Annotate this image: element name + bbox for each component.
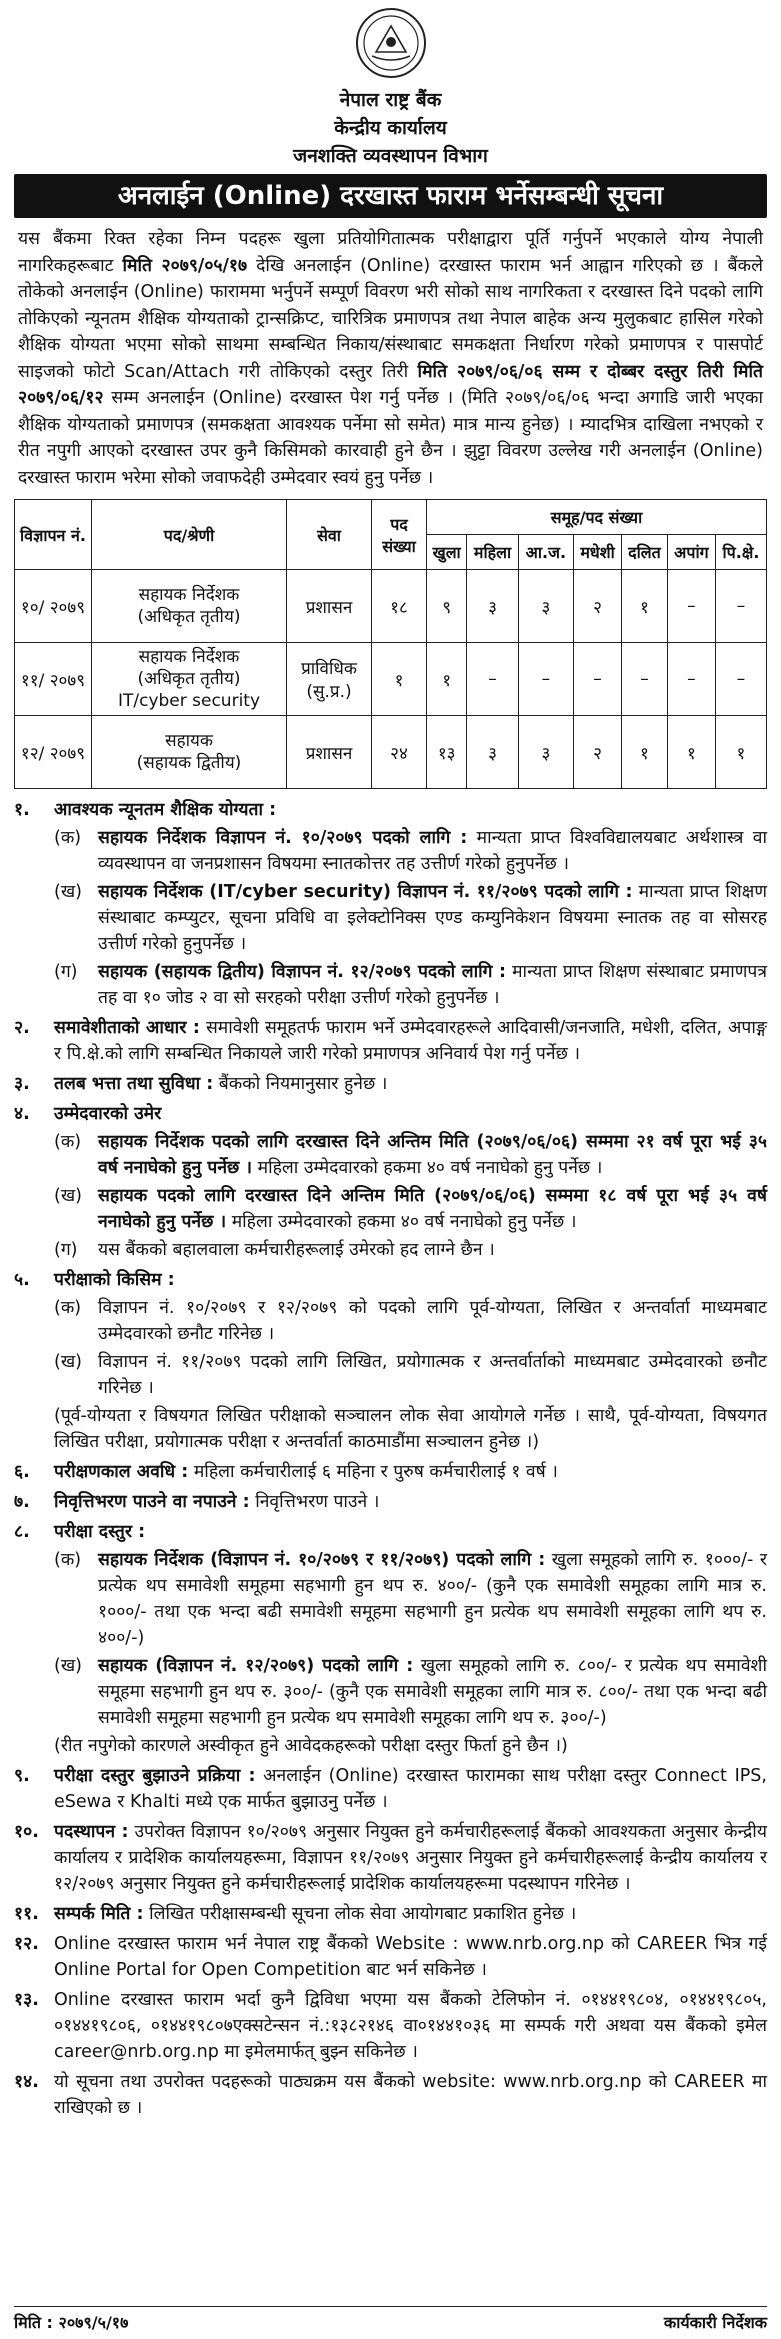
intro-date-2: मिति २०७९/०६/०६ सम्म र दोब्बर दस्तुर तिरी मिति २०७९/०६/१२ xyxy=(18,361,763,408)
section-title: सम्पर्क मिति : xyxy=(54,1904,144,1924)
section-item xyxy=(14,1489,767,1515)
intro-text-2: देखि अनलाईन (Online) दरखास्त फाराम भर्न आह्वान गरिएको छ । बैंकले तोकेको अनलाईन (Online) फाराममा भर्नुपर्ने सम्पूर्ण विवरण भरी सोको साथ नागरिकता र दरखास्त दिने पदको लागि तोकिएको न्यूनतम शैक्षिक योग्यताको ट्रान्सक्रिप्ट, चारित्रिक प्रमाणपत्र तथा नेपाल बाहेक अन्य मुलुकबाट हासिल गरेको शैक्षिक योग्यता भएमा सोको साथमा सम्बन्धित निकाय/संस्थाबाट समकक्षता निर्धारण गरेको प्रमाणपत्र र पासपोर्ट साइजको फोटो Scan/Attach गरी तोकिएको दस्तुर तिरी xyxy=(18,255,763,382)
post-name: सहायक xyxy=(165,731,213,751)
item-text: महिला उम्मेदवारको हकमा ४० वर्ष ननाघेको हुनु पर्नेछ । xyxy=(257,1158,603,1178)
section-item xyxy=(14,1901,767,1927)
notice-sections xyxy=(14,797,767,2121)
list-item xyxy=(14,879,767,957)
item-label: (ख) xyxy=(54,1186,82,1206)
section-number: ११. xyxy=(14,1904,39,1924)
section-text: निवृत्तिभरण पाउने । xyxy=(255,1492,380,1512)
th-sub-madhesi: मधेशी xyxy=(574,535,622,570)
notice-date: मिति : २०७९/५/१७ xyxy=(14,2313,129,2332)
table-row xyxy=(15,716,767,789)
cell-madhesi: – xyxy=(574,643,622,716)
section-number: ९. xyxy=(14,1766,30,1786)
cell-janajati: ३ xyxy=(518,716,573,789)
list-item xyxy=(14,1653,767,1731)
section-title: परीक्षणकाल अवधि : xyxy=(54,1462,189,1482)
item-heading: सहायक (विज्ञापन नं. १२/२०७९) पदको लागि : xyxy=(98,1656,414,1676)
cell-ad-no: ११/ २०७९ xyxy=(15,643,92,716)
cell-women: – xyxy=(467,643,518,716)
section-title: निवृत्तिभरण पाउने वा नपाउने : xyxy=(54,1492,250,1512)
cell-open: १ xyxy=(427,643,467,716)
section-number: १०. xyxy=(14,1822,39,1842)
section-title: तलब भत्ता तथा सुविधा : xyxy=(54,1074,214,1094)
intro-paragraph xyxy=(14,222,767,497)
section-title: परीक्षाको किसिम : xyxy=(54,1270,175,1290)
section-title: उम्मेदवारको उमेर xyxy=(54,1104,162,1124)
section-text: समावेशी समूहतर्फ फाराम भर्ने उम्मेदवारहरूले आदिवासी/जनजाति, मधेशी, दलित, अपाङ्ग र पि.क्षे.को लागि सम्बन्धित निकायले जारी गरेको प्रमाणपत्र अनिवार्य पेश गर्नु पर्नेछ । xyxy=(54,1018,767,1064)
cell-post xyxy=(92,716,287,789)
cell-service: प्रशासन xyxy=(287,716,372,789)
cell-post xyxy=(92,570,287,643)
item-label: (क) xyxy=(54,1298,82,1318)
section-text: यो सूचना तथा उपरोक्त पदहरूको पाठ्यक्रम यस बैंकको website: www.nrb.org.np को CAREER मा राखिएको छ । xyxy=(54,2072,767,2118)
section-item xyxy=(14,1459,767,1485)
th-sub-open: खुला xyxy=(427,535,467,570)
cell-janajati: ३ xyxy=(518,570,573,643)
th-ad-no: विज्ञापन नं. xyxy=(15,500,92,570)
cell-service: प्राविधिक (सु.प्र.) xyxy=(287,643,372,716)
section-text: उपरोक्त विज्ञापन १०/२०७९ अनुसार नियुक्त हुने कर्मचारीहरूलाई बैंकको आवश्यकता अनुसार केन्द्रीय कार्यालय र प्रादेशिक कार्यालयहरूमा, विज्ञापन ११/२०७९ अनुसार नियुक्त हुने कर्मचारीहरूलाई केन्द्रीय कार्यालय र १२/२०७९ अनुसार नियुक्त हुने कर्मचारीहरूलाई प्रादेशिक कार्यालयहरूमा पदस्थापन गरिनेछ । xyxy=(54,1822,767,1894)
notice-title: अनलाईन (Online) दरखास्त फाराम भर्नेसम्बन्धी सूचना xyxy=(14,174,767,218)
item-text: महिला उम्मेदवारको हकमा ४० वर्ष ननाघेको हुनु पर्नेछ । xyxy=(231,1212,577,1232)
nrb-emblem-icon xyxy=(354,6,428,80)
cell-total: २४ xyxy=(372,716,427,789)
section-heading xyxy=(14,1101,767,1127)
section-number: १४. xyxy=(14,2072,39,2092)
section-text: महिला कर्मचारीलाई ६ महिना र पुरुष कर्मचारीलाई १ वर्ष । xyxy=(193,1462,558,1482)
list-item xyxy=(14,1295,767,1347)
vacancy-table xyxy=(14,499,767,789)
notice-footer xyxy=(14,2306,767,2333)
section-heading xyxy=(14,797,767,823)
item-text: यस बैंकको बहालवाला कर्मचारीहरूलाई उमेरको हद लाग्ने छैन । xyxy=(98,1240,495,1260)
item-heading: सहायक पदको लागि दरखास्त दिने अन्तिम मिति (२०७९/०६/०६) सम्ममा १८ वर्ष पूरा भई ३५ वर्ष ननाघेको हुनु पर्नेछ । xyxy=(98,1186,767,1232)
section-item xyxy=(14,1931,767,1983)
item-text: खुला समूहको लागि रु. ८००/- र प्रत्येक थप समावेशी समूहमा सहभागी हुन थप रु. ३००/- (कुनै एक समावेशी समूहका लागि मात्र रु. ८००/- तथा एक भन्दा बढी समावेशी समूहमा सहभागी हुन प्रत्येक थप समावेशी समूहका लागि थप रु. ३००/-) xyxy=(98,1656,767,1728)
section-item xyxy=(14,1763,767,1815)
post-specialty: IT/cyber security xyxy=(117,691,261,711)
item-heading: सहायक निर्देशक विज्ञापन नं. १०/२०७९ पदको लागि : xyxy=(98,828,468,848)
section-item xyxy=(14,1071,767,1097)
item-text: विज्ञापन नं. ११/२०७९ पदको लागि लिखित, प्रयोगात्मक र अन्तर्वार्ताको माध्यमबाट उम्मेदवारको छनौट गरिनेछ । xyxy=(98,1352,767,1398)
section-text: Online दरखास्त फाराम भर्न नेपाल राष्ट्र बैंकको Website : www.nrb.org.np को CAREER भित्र गई Online Portal for Open Competition बाट भर्न सकिनेछ । xyxy=(54,1934,767,1980)
post-grade: (अधिकृत तृतीय) xyxy=(137,669,241,689)
cell-dalit: १ xyxy=(622,716,668,789)
section-note: (पूर्व-योग्यता र विषयगत लिखित परीक्षाको सञ्चालन लोक सेवा आयोगले गर्नेछ । साथै, पूर्व-योग्यता, विषयगत लिखित परीक्षा, प्रयोगात्मक परीक्षा र अन्तर्वार्ता काठमाडौंमा सञ्चालन हुनेछ ।) xyxy=(54,1406,767,1452)
list-item xyxy=(14,1183,767,1235)
post-name: सहायक निर्देशक xyxy=(138,647,240,667)
section-title: पदस्थापन : xyxy=(54,1822,129,1842)
cell-backward: – xyxy=(715,643,766,716)
department-name: जनशक्ति व्यवस्थापन विभाग xyxy=(293,145,488,167)
section-heading xyxy=(14,1267,767,1293)
section-item xyxy=(14,1015,767,1067)
cell-service: प्रशासन xyxy=(287,570,372,643)
list-item xyxy=(14,1237,767,1263)
section-number: १३. xyxy=(14,1990,39,2010)
section-number: २. xyxy=(14,1018,30,1038)
signatory-title: कार्यकारी निर्देशक xyxy=(663,2313,767,2332)
section-number: ७. xyxy=(14,1492,30,1512)
item-heading: सहायक निर्देशक पदको लागि दरखास्त दिने अन्तिम मिति (२०७९/०६/०६) सम्ममा २१ वर्ष पूरा भई ३५ वर्ष ननाघेको हुनु पर्नेछ । xyxy=(98,1132,767,1178)
th-sub-women: महिला xyxy=(467,535,518,570)
th-service: सेवा xyxy=(287,500,372,570)
table-row xyxy=(15,643,767,716)
item-label: (ख) xyxy=(54,1656,82,1676)
item-text: मान्यता प्राप्त शिक्षण संस्थाबाट प्रमाणपत्र तह वा १० जोड २ वा सो सरहको परीक्षा उत्तीर्ण गरेको हुनुपर्नेछ । xyxy=(98,962,767,1008)
cell-ad-no: १०/ २०७९ xyxy=(15,570,92,643)
cell-dalit: – xyxy=(622,643,668,716)
office-name: केन्द्रीय कार्यालय xyxy=(334,117,447,139)
list-item xyxy=(14,959,767,1011)
org-name: नेपाल राष्ट्र बैंक xyxy=(339,89,442,111)
item-heading: सहायक (सहायक द्वितीय) विज्ञापन नं. १२/२०७९ पदको लागि : xyxy=(98,962,507,982)
cell-backward: १ xyxy=(715,716,766,789)
cell-women: ३ xyxy=(467,570,518,643)
item-text: मान्यता प्राप्त शिक्षण संस्थाबाट कम्प्युटर, सूचना प्रविधि वा इलेक्टोनिक्स एण्ड कम्युनिकेशन विषयमा स्नातक तह वा सोसरह उत्तीर्ण गरेको हुनुपर्नेछ । xyxy=(98,882,767,954)
item-label: (ग) xyxy=(54,1240,78,1260)
section-text: Online दरखास्त फाराम भर्दा कुनै द्विविधा भएमा यस बैंकको टेलिफोन नं. ०१४४१९८०४, ०१४४१९८०५, ०१४४१९८०६, ०१४४१९८०७एक्सटेन्सन नं.:१३८२१४६ वा०१४४१०३६ मा सम्पर्क गरी अथवा यस बैंकको इमेल career@nrb.org.np मा इमेलमार्फत् बुझ्न सकिनेछ । xyxy=(54,1990,767,2062)
cell-backward: – xyxy=(715,570,766,643)
cell-disabled: १ xyxy=(667,716,715,789)
cell-disabled: – xyxy=(667,643,715,716)
section-number: ३. xyxy=(14,1074,30,1094)
th-total: पद संख्या xyxy=(372,500,427,570)
section-number: ८. xyxy=(14,1522,30,1542)
intro-text-1: यस बैंकमा रिक्त रहेका निम्न पदहरू खुला प्रतियोगितात्मक परीक्षाद्वारा पूर्ति गर्नुपर्ने भएकाले योग्य नेपाली नागरिकहरूबाट xyxy=(18,229,763,276)
section-note: (रीत नपुगेको कारणले अस्वीकृत हुने आवेदकहरूको परीक्षा दस्तुर फिर्ता हुने छैन ।) xyxy=(54,1736,568,1756)
cell-dalit: १ xyxy=(622,570,668,643)
th-sub-disabled: अपांग xyxy=(667,535,715,570)
th-sub-janajati: आ.ज. xyxy=(518,535,573,570)
th-sub-backward: पि.क्षे. xyxy=(715,535,766,570)
post-grade: (सहायक द्वितीय) xyxy=(136,753,242,773)
list-item xyxy=(14,825,767,877)
section-title: परीक्षा दस्तुर बुझाउने प्रक्रिया : xyxy=(54,1766,256,1786)
cell-total: १८ xyxy=(372,570,427,643)
section-title: परीक्षा दस्तुर : xyxy=(54,1522,146,1542)
section-item xyxy=(14,1987,767,2065)
cell-open: १३ xyxy=(427,716,467,789)
section-text: लिखित परीक्षासम्बन्धी सूचना लोक सेवा आयोगबाट प्रकाशित हुनेछ । xyxy=(149,1904,577,1924)
th-group: समूह/पद संख्या xyxy=(427,500,767,535)
cell-women: ३ xyxy=(467,716,518,789)
intro-date-1: मिति २०७९/०५/१७ xyxy=(122,255,248,276)
item-label: (ख) xyxy=(54,882,82,902)
cell-total: १ xyxy=(372,643,427,716)
cell-madhesi: २ xyxy=(574,716,622,789)
item-label: (क) xyxy=(54,828,82,848)
list-item xyxy=(14,1349,767,1401)
item-heading: सहायक निर्देशक (विज्ञापन नं. १०/२०७९ र ११/२०७९) पदको लागि : xyxy=(98,1550,546,1570)
section-item xyxy=(14,1819,767,1897)
list-item xyxy=(14,1129,767,1181)
item-heading: सहायक निर्देशक (IT/cyber security) विज्ञापन नं. ११/२०७९ पदको लागि : xyxy=(98,882,633,902)
section-number: ६. xyxy=(14,1462,30,1482)
cell-disabled: – xyxy=(667,570,715,643)
section-text: बैंकको नियमानुसार हुनेछ । xyxy=(218,1074,388,1094)
cell-open: ९ xyxy=(427,570,467,643)
cell-janajati: – xyxy=(518,643,573,716)
table-row xyxy=(15,570,767,643)
cell-post xyxy=(92,643,287,716)
item-label: (क) xyxy=(54,1550,82,1570)
cell-ad-no: १२/ २०७९ xyxy=(15,716,92,789)
th-post: पद/श्रेणी xyxy=(92,500,287,570)
section-number: १२. xyxy=(14,1934,39,1954)
section-number: ५. xyxy=(14,1270,30,1290)
notice-header xyxy=(14,0,767,170)
post-grade: (अधिकृत तृतीय) xyxy=(137,607,241,627)
section-title: समावेशीताको आधार : xyxy=(54,1018,200,1038)
post-name: सहायक निर्देशक xyxy=(138,585,240,605)
section-heading xyxy=(14,1519,767,1545)
section-item xyxy=(14,2069,767,2121)
item-text: खुला समूहको लागि रु. १०००/- र प्रत्येक थप समावेशी समूहमा सहभागी हुन थप रु. ४००/- (कुनै एक समावेशी समूहका लागि मात्र रु. १०००/- तथा एक भन्दा बढी समावेशी समूहमा सहभागी हुन प्रत्येक थप समावेशी समूहका लागि थप रु. ४००/-) xyxy=(98,1550,767,1648)
item-text: विज्ञापन नं. १०/२०७९ र १२/२०७९ को पदको लागि पूर्व-योग्यता, लिखित र अन्तर्वार्ता माध्यमबाट उम्मेदवारको छनौट गरिनेछ । xyxy=(98,1298,767,1344)
intro-text-3: सम्म अनलाईन (Online) दरखास्त पेश गर्नु पर्नेछ । (मिति २०७९/०६/०६ भन्दा अगाडि जारी भएका शैक्षिक योग्यताको प्रमाणपत्र (समकक्षता आवश्यक पर्नेमा सो समेत) मात्र मान्य हुनेछ) । म्यादभित्र दाखिला नभएको र रीत नपुगी आएको दरखास्त उपर कुनै किसिमको कारवाही हुने छैन । झुट्टा विवरण उल्लेख गरी अनलाईन (Online) दरखास्त फाराम भरेमा सोको जवाफदेही उम्मेदवार स्वयं हुनु पर्नेछ । xyxy=(18,388,763,488)
section-title: आवश्यक न्यूनतम शैक्षिक योग्यता : xyxy=(54,800,277,820)
list-item xyxy=(14,1547,767,1651)
item-label: (ग) xyxy=(54,962,78,982)
item-label: (क) xyxy=(54,1132,82,1152)
th-sub-dalit: दलित xyxy=(622,535,668,570)
section-number: ४. xyxy=(14,1104,30,1124)
section-number: १. xyxy=(14,800,30,820)
section-text: अनलाईन (Online) दरखास्त फारामका साथ परीक्षा दस्तुर Connect IPS, eSewa र Khalti मध्ये एक मार्फत बुझाउनु पर्नेछ । xyxy=(54,1766,767,1812)
item-label: (ख) xyxy=(54,1352,82,1372)
item-text: मान्यता प्राप्त विश्वविद्यालयबाट अर्थशास्त्र वा व्यवस्थापन वा जनप्रशासन विषयमा स्नातकोत्तर तह उत्तीर्ण गरेको हुनुपर्नेछ । xyxy=(98,828,767,874)
cell-madhesi: २ xyxy=(574,570,622,643)
